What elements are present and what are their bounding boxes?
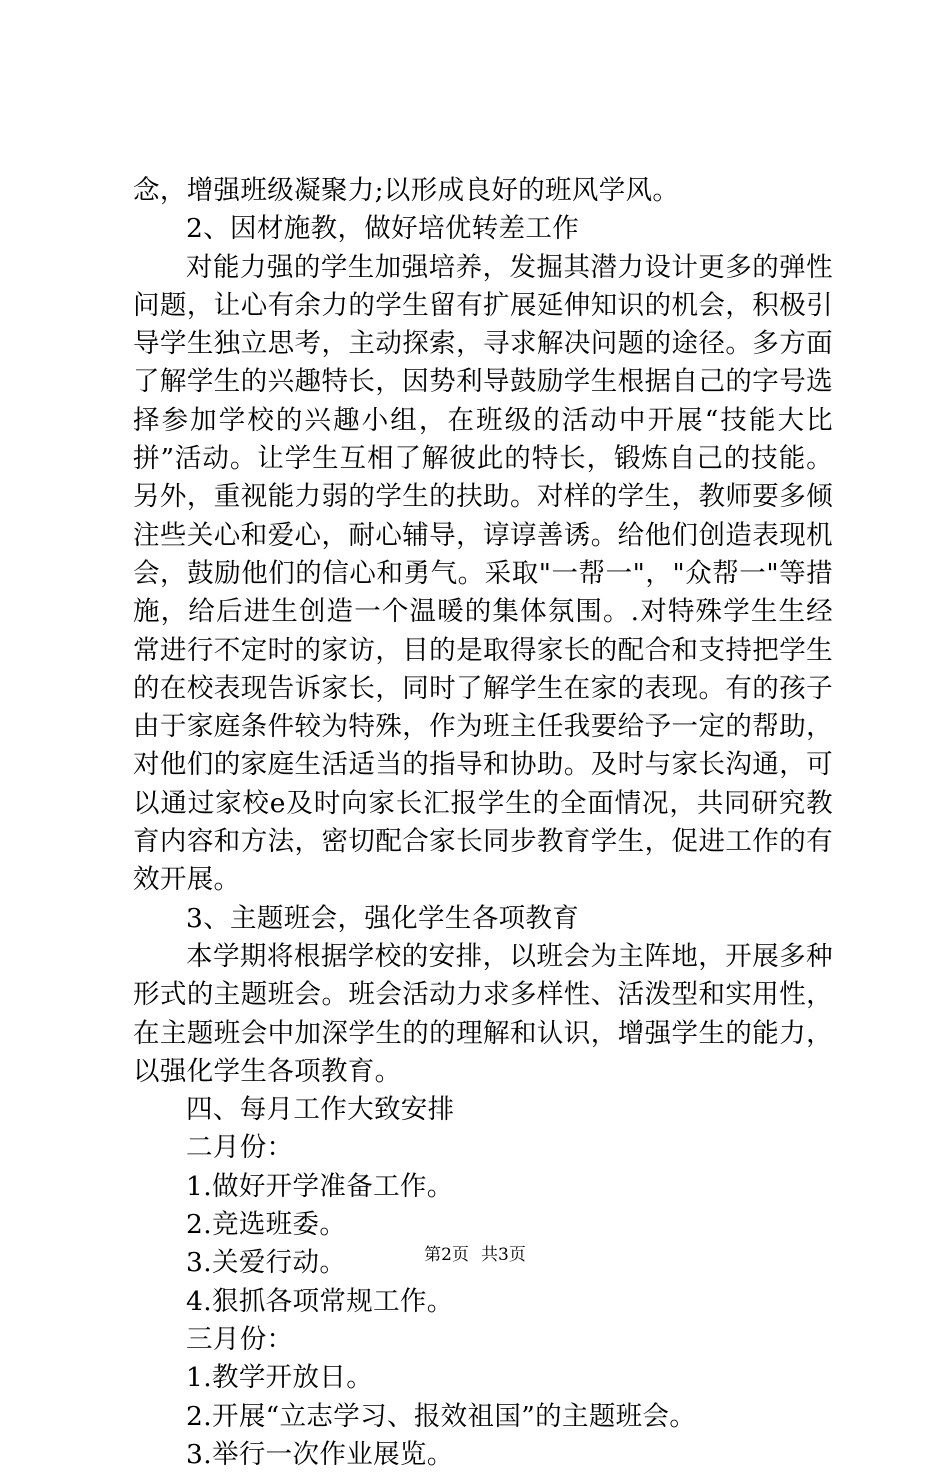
section-heading-class-meeting: 3、主题班会，强化学生各项教育 [186,902,580,934]
list-item: 3.关爱行动。 [186,1247,347,1279]
paragraph-continuation: 念，增强班级凝聚力;以形成良好的班风学风。 [133,175,680,206]
section-heading-teaching: 2、因材施教，做好培优转差工作 [186,213,580,245]
list-item: 1.教学开放日。 [186,1362,374,1394]
paragraph-class-meeting: 本学期将根据学校的安排，以班会为主阵地，开展多种形式的主题班会。班会活动力求多样性、活泼型和实用性，在主题班会中加深学生的的理解和认识，增强学生的能力，以强化学生各项教育。 [133,940,833,1087]
month-heading-february: 二月份： [186,1132,294,1164]
document-body [133,172,833,1474]
page-number-current: 第2页 [424,1245,469,1265]
list-item: 1.做好开学准备工作。 [186,1170,454,1202]
list-item: 4.狠抓各项常规工作。 [186,1285,454,1317]
paragraph-teaching: 对能力强的学生加强培养，发掘其潜力设计更多的弹性问题，让心有余力的学生留有扩展延伸知识的机会，积极引导学生独立思考，主动探索，寻求解决问题的途径。多方面了解学生的兴趣特长，因势利导鼓励学生根据自己的字号选择参加学校的兴趣小组，在班级的活动中开展“技能大比拼”活动。让学生互相了解彼此的特长，锻炼自己的技能。另外，重视能力弱的学生的扶助。对样的学生，教师要多倾注些关心和爱心，耐心辅导，谆谆善诱。给他们创造表现机会，鼓励他们的信心和勇气。采取"一帮一"，"众帮一"等措施，给后进生创造一个温暖的集体氛围。.对特殊学生生经常进行不定时的家访，目的是取得家长的配合和支持把学生的在校表现告诉家长，同时了解学生在家的表现。有的孩子由于家庭条件较为特殊，作为班主任我要给予一定的帮助，对他们的家庭生活适当的指导和协助。及时与家长沟通，可以通过家校e及时向家长汇报学生的全面情况，共同研究教育内容和方法，密切配合家长同步教育学生，促进工作的有效开展。 [133,251,833,896]
section-heading-monthly-plan: 四、每月工作大致安排 [186,1094,455,1126]
month-heading-march: 三月份： [186,1323,294,1355]
list-item: 2.竞选班委。 [186,1209,347,1241]
page-number-total: 共3页 [481,1245,526,1265]
list-item: 2.开展“立志学习、报效祖国”的主题班会。 [186,1400,697,1432]
list-item: 3.举行一次作业展览。 [186,1438,454,1470]
page-footer [0,1243,950,1267]
